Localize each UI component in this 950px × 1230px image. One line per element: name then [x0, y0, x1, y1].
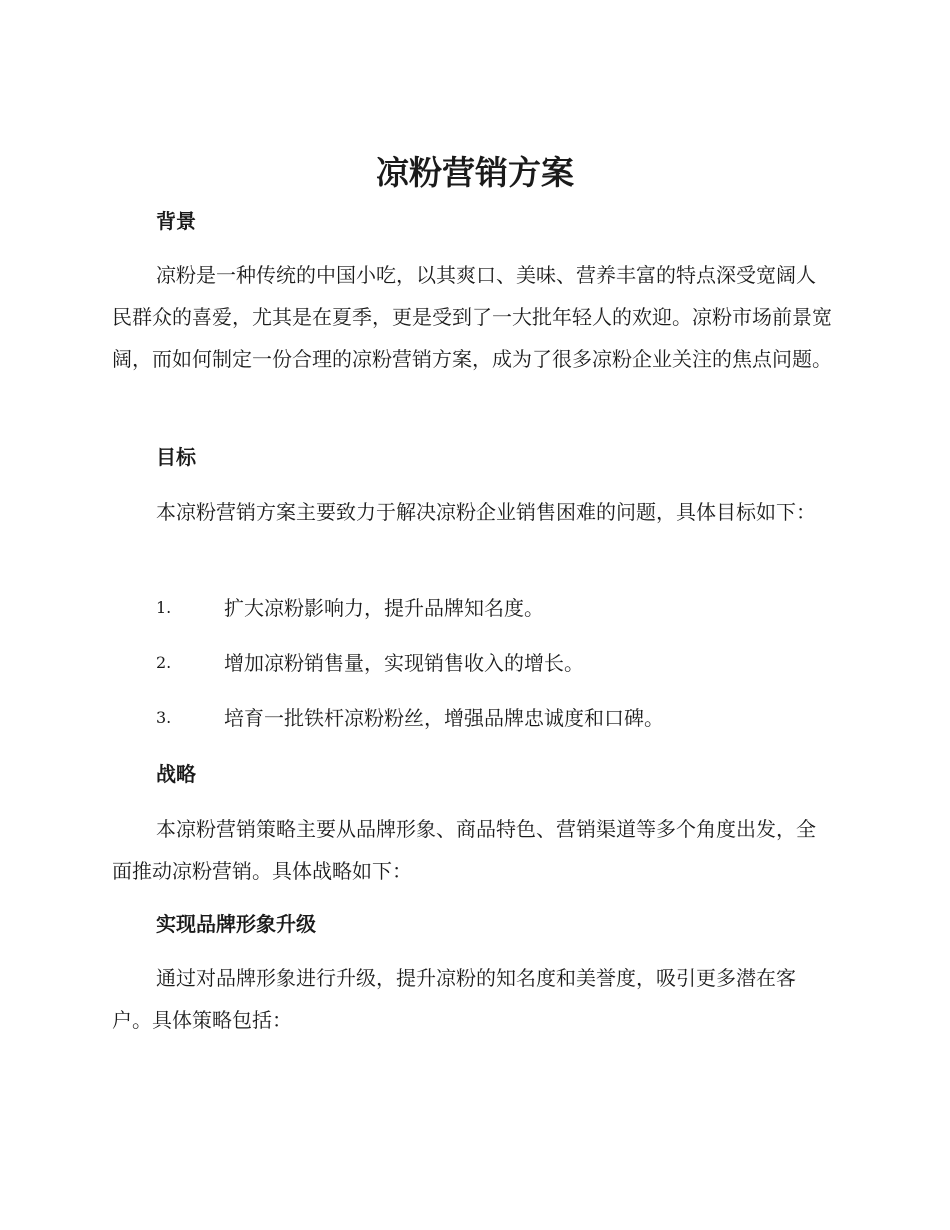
strategy-paragraph: 本凉粉营销策略主要从品牌形象、商品特色、营销渠道等多个角度出发，全面推动凉粉营销。具体战略如下：	[112, 817, 816, 883]
list-item	[0, 593, 950, 623]
section-heading-strategy: 战略	[156, 762, 196, 786]
section-heading-brand-upgrade: 实现品牌形象升级	[156, 912, 316, 936]
goals-paragraph: 本凉粉营销方案主要致力于解决凉粉企业销售困难的问题，具体目标如下：	[156, 500, 816, 524]
list-item	[0, 648, 950, 678]
list-item-number: 2.	[156, 653, 172, 672]
section-heading-goals: 目标	[156, 445, 196, 469]
list-item-number: 1.	[156, 598, 172, 617]
background-paragraph: 凉粉是一种传统的中国小吃，以其爽口、美味、营养丰富的特点深受宽阔人民群众的喜爱，尤其是在夏季，更是受到了一大批年轻人的欢迎。凉粉市场前景宽阔，而如何制定一份合理的凉粉营销方案，成为了很多凉粉企业关注的焦点问题。	[112, 263, 832, 371]
list-item-text: 培育一批铁杆凉粉粉丝，增强品牌忠诚度和口碑。	[224, 706, 664, 730]
list-item-text: 扩大凉粉影响力，提升品牌知名度。	[224, 596, 544, 620]
brand-upgrade-paragraph: 通过对品牌形象进行升级，提升凉粉的知名度和美誉度，吸引更多潜在客户。具体策略包括：	[112, 966, 796, 1032]
list-item-text: 增加凉粉销售量，实现销售收入的增长。	[224, 651, 584, 675]
list-item-number: 3.	[156, 708, 172, 727]
document-title: 凉粉营销方案	[376, 153, 574, 192]
list-item	[0, 703, 950, 733]
section-heading-background: 背景	[156, 209, 196, 233]
